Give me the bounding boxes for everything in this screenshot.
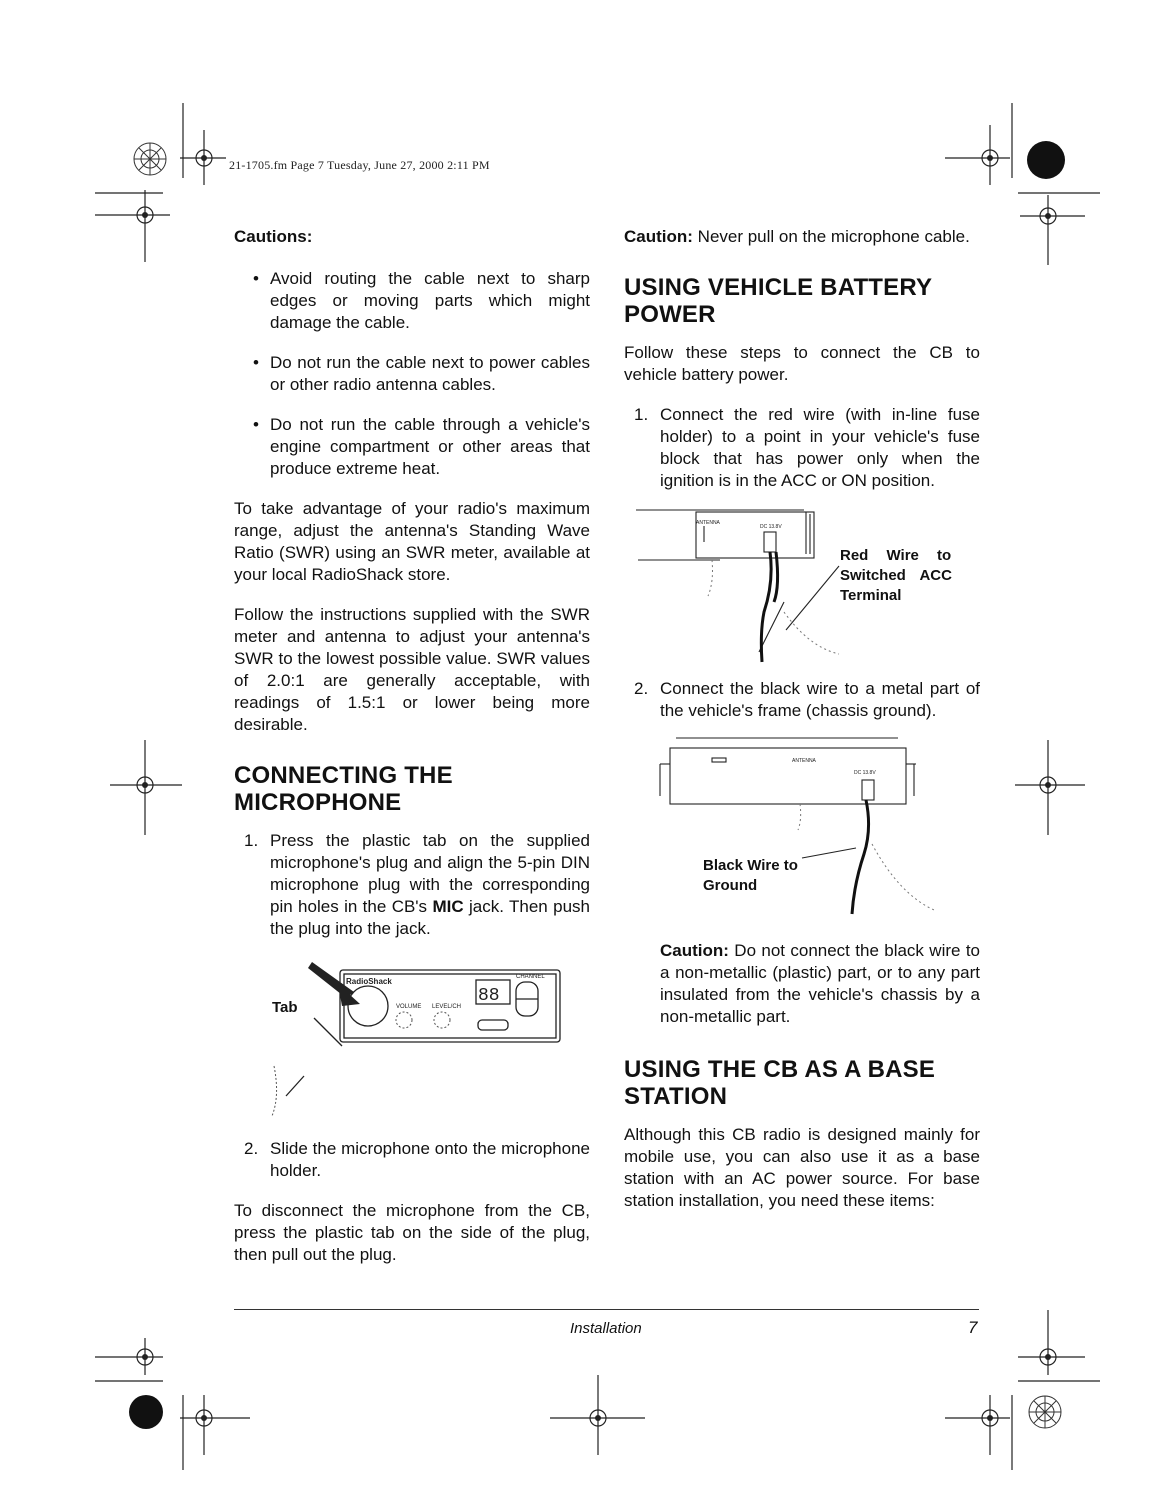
list-item: 1. Connect the red wire (with in-line fuse holder) to a point in your vehicle's fuse block that has power only when the ignition is in the ACC or ON position. [634,405,980,490]
footer-rule [234,1309,979,1310]
battery-paragraph: Follow these steps to connect the CB to vehicle battery power. [624,343,980,384]
list-item: 1. Press the plastic tab on the supplied microphone's plug and align the 5-pin DIN microphone plug with the corresponding pin holes in the CB's MIC jack. Then push the plug into the jack. [244,831,590,938]
black-wire-illustration [624,734,980,944]
red-wire-label: Red Wire to Switched ACC Terminal [840,547,952,604]
heading-base-station: USING THE CB AS A BASE STATION [624,1056,936,1110]
antenna-label: ANTENNA [792,758,816,764]
heading-connecting-microphone: CONNECTING THE MICROPHONE [234,762,453,816]
heading-vehicle-battery: USING VEHICLE BATTERY POWER [624,274,932,328]
swr-paragraph: To take advantage of your radio's maximum range, adjust the antenna's Standing Wave Ratio (SWR) using an SWR meter, available at your local RadioShack store. [234,499,590,584]
radio-brand: RadioShack [346,977,392,986]
radio-volume-label: VOLUME [396,1004,422,1010]
microphone-figure [234,946,590,1138]
list-item: • Do not run the cable next to power cables or other radio antenna cables. [253,353,590,394]
radio-display: 88 [478,986,500,1006]
list-item: 2. Connect the black wire to a metal part of the vehicle's frame (chassis ground). [634,679,980,720]
page-number: 7 [968,1318,978,1337]
base-station-paragraph: Although this CB radio is designed mainly for mobile use, you can also use it as a base station with an AC power source. For base station installation, you need these items: [624,1125,980,1210]
follow-paragraph: Follow the instructions supplied with the SWR meter and antenna to adjust your antenna's SWR to the lowest possible value. SWR values of 2.0:1 are generally acceptable, with readings of 1.5:1 or lower being more desirable. [234,605,590,734]
dc-label: DC 13.8V [760,524,782,530]
tab-label: Tab [272,999,298,1016]
radio-channel-label: CHANNEL [516,974,545,980]
black-wire-figure [624,734,980,944]
caution-black-wire: Caution: Do not connect the black wire to a non-metallic (plastic) part, or to any part insulated from the vehicle's chassis by a non-metallic part. [660,941,980,1026]
disconnect-paragraph: To disconnect the microphone from the CB, press the plastic tab on the side of the plug, then pull out the plug. [234,1201,590,1264]
list-item: 2. Slide the microphone onto the microphone holder. [244,1139,590,1180]
cautions-title: Cautions: [234,227,313,246]
black-wire-label: Black Wire to Ground [703,857,798,894]
battery-steps [624,404,980,492]
caution-mic-cable: Caution: Never pull on the microphone cable. [624,227,970,246]
mic-steps-continued [234,1138,590,1182]
radio-level-label: LEVEL/CH [432,1004,462,1010]
mic-steps [234,830,590,940]
list-item: • Do not run the cable through a vehicle's engine compartment or other areas that produce extreme heat. [253,415,590,478]
list-item: • Avoid routing the cable next to sharp edges or moving parts which might damage the cable. [253,269,590,332]
left-column [234,226,590,1284]
dc-label: DC 13.8V [854,770,876,776]
cb-radio-illustration [234,946,590,1138]
antenna-label: ANTENNA [696,520,720,526]
battery-steps-continued [624,678,980,722]
cautions-list [234,268,590,480]
red-wire-figure [624,502,980,678]
right-column [624,226,980,1230]
footer-section-title: Installation [570,1320,642,1337]
print-header: 21-1705.fm Page 7 Tuesday, June 27, 2000 2:11 PM [229,158,490,172]
